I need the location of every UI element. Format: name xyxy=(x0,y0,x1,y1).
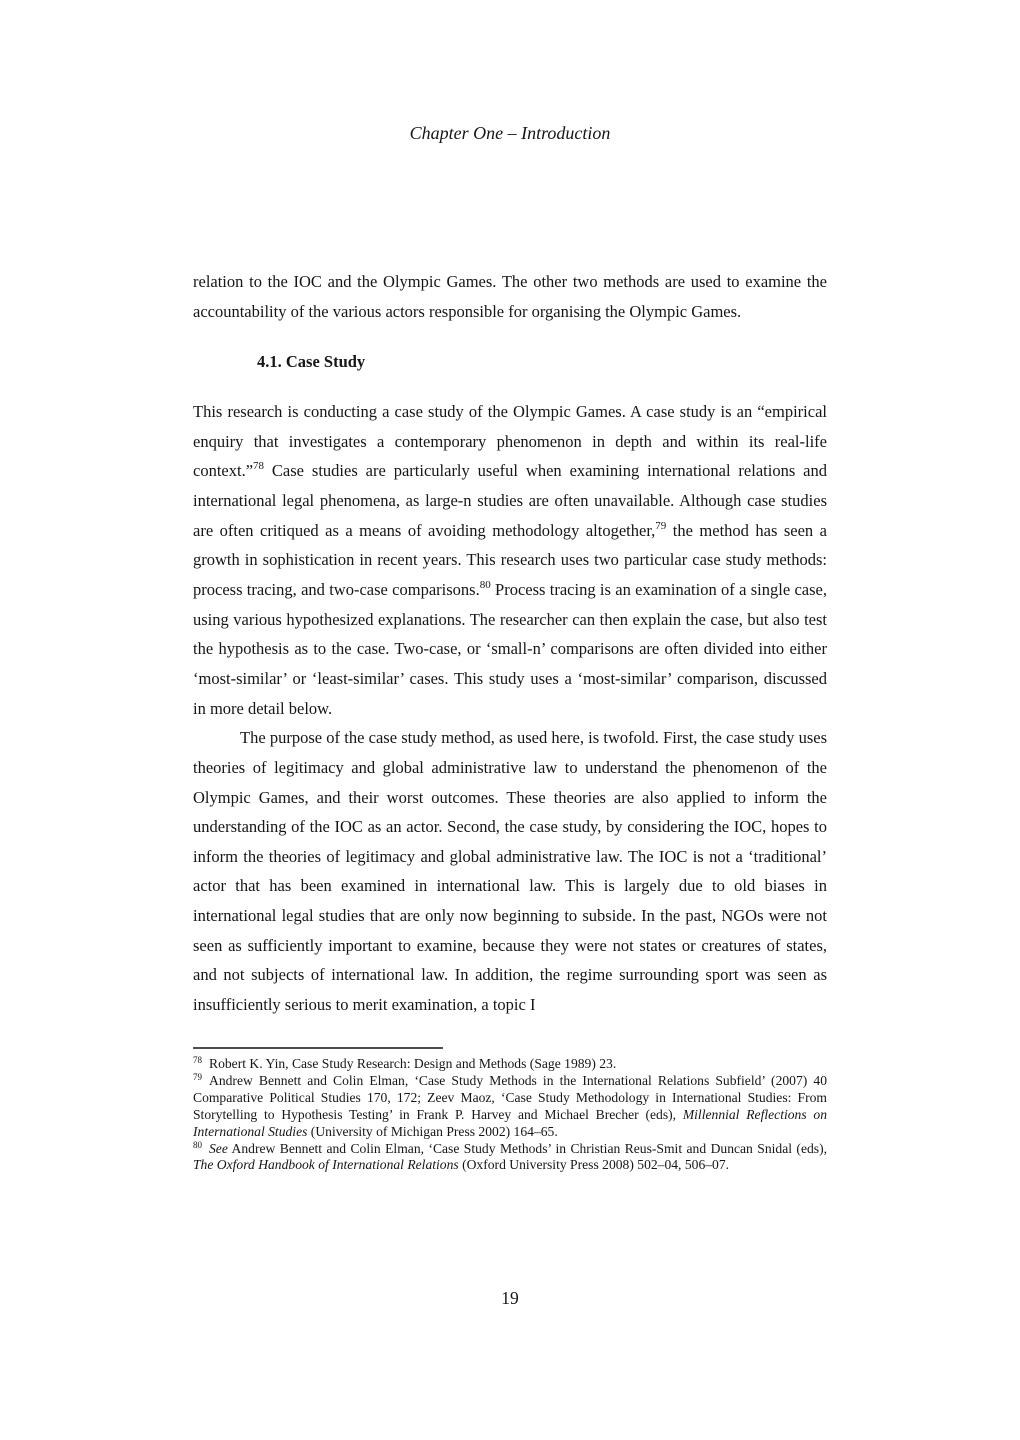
footnote-ref-78: 78 xyxy=(253,460,265,473)
footnote-80 xyxy=(193,1141,827,1175)
footnote-separator xyxy=(193,1047,443,1049)
footnote-ref-79: 79 xyxy=(655,519,667,532)
paragraph-purpose: The purpose of the case study method, as used here, is twofold. First, the case study uses theories of legitimacy and global administrative law to understand the phenomenon of the Olympic Games, and their worst outcomes. These theories are also applied to inform the understanding of the IOC as an actor. Second, the case study, by considering the IOC, hopes to inform the theories of legitimacy and global administrative law. The IOC is not a ‘traditional’ actor that has been examined in international law. This is largely due to old biases in international legal studies that are only now beginning to subside. In the past, NGOs were not seen as sufficiently important to examine, because they were not states or creatures of states, and not subjects of international law. In addition, the regime surrounding sport was seen as insufficiently serious to merit examination, a topic I xyxy=(193,728,827,1015)
footnote-text: Andrew Bennett and Colin Elman, ‘Case Study Methods’ in Christian Reus-Smit and Duncan Snidal (eds), xyxy=(227,1140,827,1156)
footnote-italic-title: Millennial Reflections on International Studies xyxy=(193,1106,827,1139)
paragraph-text: Case studies are particularly useful when examining international relations and international legal phenomena, as large-n studies are often unavailable. Although case studies are often critiqued as a means of avoiding methodology altogether, xyxy=(193,461,827,540)
footnote-marker-78: 78 xyxy=(193,1055,202,1065)
footnote-marker-79: 79 xyxy=(193,1071,202,1082)
paragraph-text: This research is conducting a case study of the Olympic Games. A case study is an “empirical enquiry that investigates a contemporary phenomenon in depth and within its real-life context.” xyxy=(193,401,827,481)
paragraph-text: Process tracing is an examination of a single case, using various hypothesized explanations. The researcher can then explain the case, but also test the hypothesis as to the case. Two-case, or ‘small-n’ comparisons are often divided into either ‘most-similar’ or ‘least-similar’ cases. This study uses a ‘most-similar’ comparison, discussed in more detail below. xyxy=(193,579,828,718)
footnote-text: (University of Michigan Press 2002) 164–65. xyxy=(307,1123,558,1139)
footnote-ref-80: 80 xyxy=(479,578,491,591)
footnote-79 xyxy=(193,1073,827,1141)
paragraph-text: the method has seen a growth in sophistication in recent years. This research uses two particular case study methods: process tracing, and two-case comparisons. xyxy=(193,520,827,599)
footnotes-section xyxy=(193,1056,827,1174)
footnote-marker-80: 80 xyxy=(193,1139,202,1150)
footnote-text: Robert K. Yin, Case Study Research: Design and Methods (Sage 1989) 23. xyxy=(209,1056,617,1071)
body-text-column xyxy=(193,267,827,1020)
running-header: Chapter One – Introduction xyxy=(409,123,611,143)
footnote-text: Andrew Bennett and Colin Elman, ‘Case Study Methods in the International Relations Subfield’ (2007) 40 Comparative Political Studies 170, 172; Zeev Maoz, ‘Case Study Methodology in International Studies: From Storytelling to Hypothesis Testing’ in Frank P. Harvey and Michael Brecher (eds), xyxy=(193,1072,827,1122)
paragraph-continuation: relation to the IOC and the Olympic Games. The other two methods are used to examine the accountability of the various actors responsible for organising the Olympic Games. xyxy=(193,272,827,321)
page-number: 19 xyxy=(501,1288,519,1308)
footnote-78 xyxy=(193,1056,827,1073)
paragraph-case-study xyxy=(193,397,827,723)
footnote-italic-title: The Oxford Handbook of International Relations xyxy=(193,1157,459,1173)
section-heading: 4.1. Case Study xyxy=(257,352,366,372)
footnote-text: (Oxford University Press 2008) 502–04, 506–07. xyxy=(458,1157,730,1173)
footnote-italic-see: See xyxy=(209,1140,228,1156)
